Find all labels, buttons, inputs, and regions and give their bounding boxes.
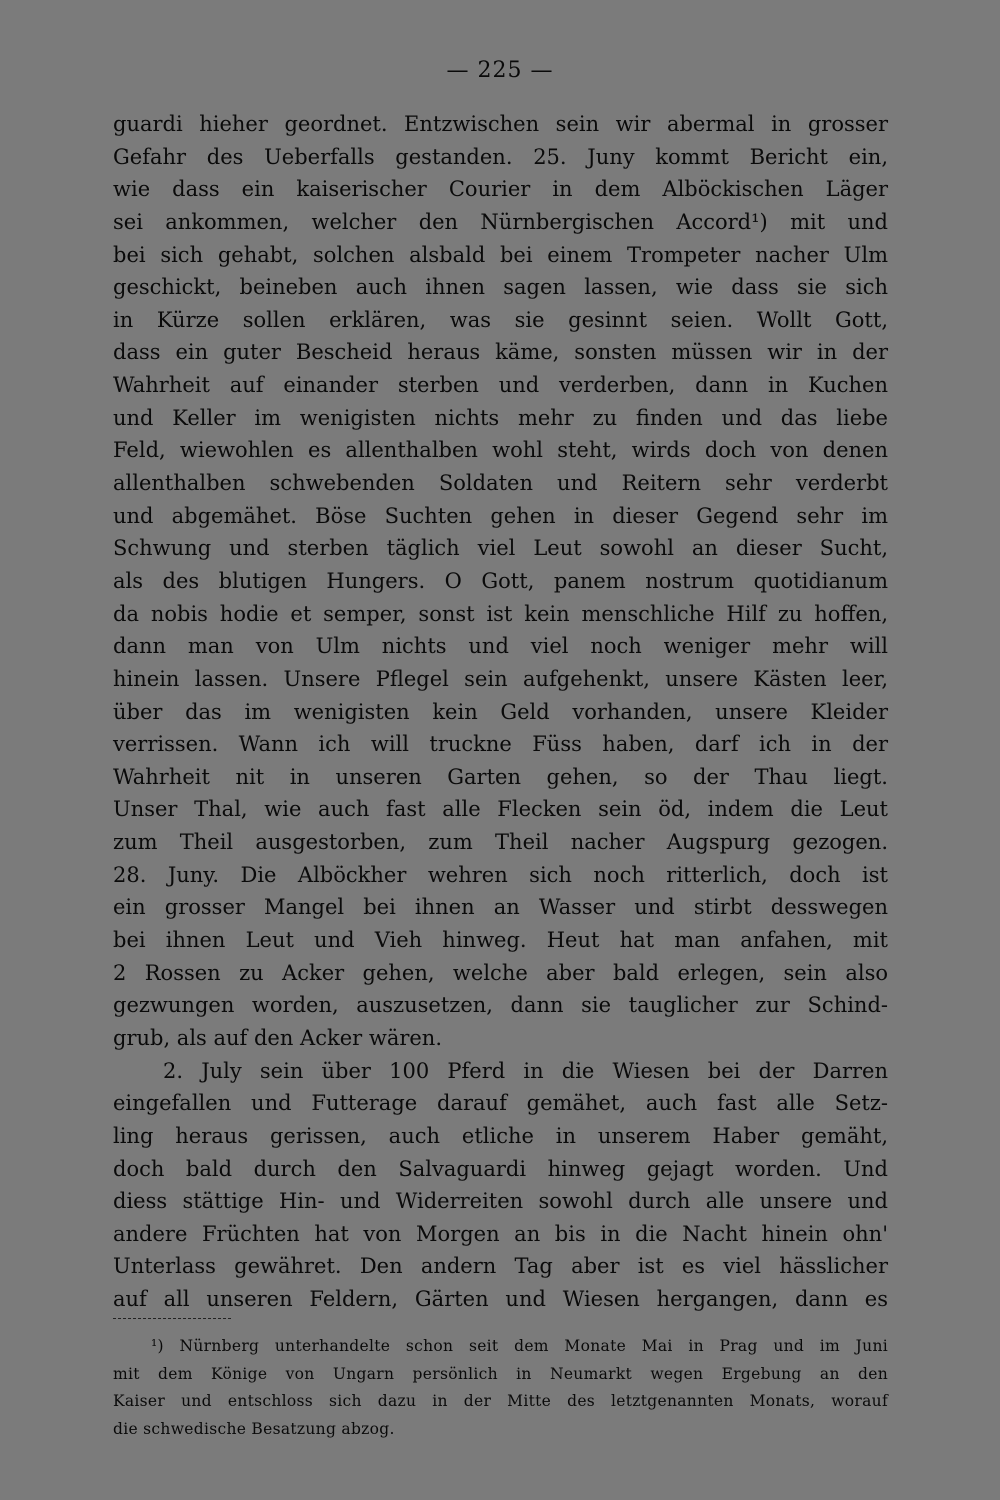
text-line: Wahrheit nit in unseren Garten gehen, so der Thau liegt. xyxy=(113,764,888,789)
footnote-divider xyxy=(113,1318,231,1319)
text-line: in Kürze sollen erklären, was sie gesinnt seien. Wollt Gott, xyxy=(113,307,888,332)
text-line: dass ein guter Bescheid heraus käme, sonsten müssen wir in der xyxy=(113,340,888,365)
text-line: dann man von Ulm nichts und viel noch weniger mehr will xyxy=(113,634,888,659)
text-line: Unser Thal, wie auch fast alle Flecken sein öd, indem die Leut xyxy=(113,797,888,822)
text-line: bei ihnen Leut und Vieh hinweg. Heut hat man anfahen, mit xyxy=(113,928,888,953)
text-line: eingefallen und Futterage darauf gemähet, auch fast alle Setz- xyxy=(113,1091,888,1116)
text-line: wie dass ein kaiserischer Courier in dem Alböckischen Läger xyxy=(113,177,888,202)
text-line: und Keller im wenigisten nichts mehr zu finden und das liebe xyxy=(113,405,888,430)
footnote-line: ¹) Nürnberg unterhandelte schon seit dem Monate Mai in Prag und im Juni xyxy=(151,1337,888,1355)
text-line: da nobis hodie et semper, sonst ist kein menschliche Hilf zu hoffen, xyxy=(113,601,888,626)
text-line: 28. Juny. Die Alböckher wehren sich noch ritterlich, doch ist xyxy=(113,862,888,887)
text-line: doch bald durch den Salvaguardi hinweg gejagt worden. Und xyxy=(113,1156,888,1181)
text-line: grub, als auf den Acker wären. xyxy=(113,1025,443,1050)
text-line: ein grosser Mangel bei ihnen an Wasser und stirbt desswegen xyxy=(113,895,888,920)
text-line: Gefahr des Ueberfalls gestanden. 25. Juny kommt Bericht ein, xyxy=(113,144,888,169)
footnote xyxy=(113,1333,888,1443)
text-line: geschickt, beineben auch ihnen sagen lassen, wie dass sie sich xyxy=(113,275,888,300)
text-line: zum Theil ausgestorben, zum Theil nacher Augspurg gezogen. xyxy=(113,830,888,855)
text-line: gezwungen worden, auszusetzen, dann sie tauglicher zur Schind- xyxy=(113,993,888,1018)
text-line: 2 Rossen zu Acker gehen, welche aber bald erlegen, sein also xyxy=(113,960,888,985)
text-line: und abgemähet. Böse Suchten gehen in dieser Gegend sehr im xyxy=(113,503,888,528)
text-line: allenthalben schwebenden Soldaten und Reitern sehr verderbt xyxy=(113,471,888,496)
text-line: 2. July sein über 100 Pferd in die Wiesen bei der Darren xyxy=(163,1058,888,1083)
text-line: Feld, wiewohlen es allenthalben wohl steht, wirds doch von denen xyxy=(113,438,888,463)
text-line: auf all unseren Feldern, Gärten und Wiesen hergangen, dann es xyxy=(113,1287,888,1312)
footnote-line: die schwedische Besatzung abzog. xyxy=(113,1419,395,1438)
body-text xyxy=(113,108,888,1316)
text-line: andere Früchten hat von Morgen an bis in die Nacht hinein ohn' xyxy=(113,1221,888,1246)
footnote-line: Kaiser und entschloss sich dazu in der Mitte des letztgenannten Monats, worauf xyxy=(113,1392,888,1410)
text-line: sei ankommen, welcher den Nürnbergischen Accord¹) mit und xyxy=(113,209,888,234)
text-line: guardi hieher geordnet. Entzwischen sein wir abermal in grosser xyxy=(113,112,888,136)
page-number: — 225 — xyxy=(446,58,554,83)
text-line: bei sich gehabt, solchen alsbald bei einem Trompeter nacher Ulm xyxy=(113,242,888,267)
text-line: ling heraus gerissen, auch etliche in unserem Haber gemäht, xyxy=(113,1123,888,1148)
text-line: als des blutigen Hungers. O Gott, panem nostrum quotidianum xyxy=(113,568,888,593)
text-line: verrissen. Wann ich will truckne Füss haben, darf ich in der xyxy=(113,732,888,757)
text-line: hinein lassen. Unsere Pflegel sein aufgehenkt, unsere Kästen leer, xyxy=(113,666,888,691)
text-line: über das im wenigisten kein Geld vorhanden, unsere Kleider xyxy=(113,699,888,724)
text-line: diess stättige Hin- und Widerreiten sowohl durch alle unsere und xyxy=(113,1189,888,1214)
text-line: Wahrheit auf einander sterben und verderben, dann in Kuchen xyxy=(113,373,888,398)
text-line: Unterlass gewähret. Den andern Tag aber ist es viel hässlicher xyxy=(113,1254,888,1279)
text-line: Schwung und sterben täglich viel Leut sowohl an dieser Sucht, xyxy=(113,536,888,561)
footnote-line: mit dem Könige von Ungarn persönlich in Neumarkt wegen Ergebung an den xyxy=(113,1364,888,1383)
